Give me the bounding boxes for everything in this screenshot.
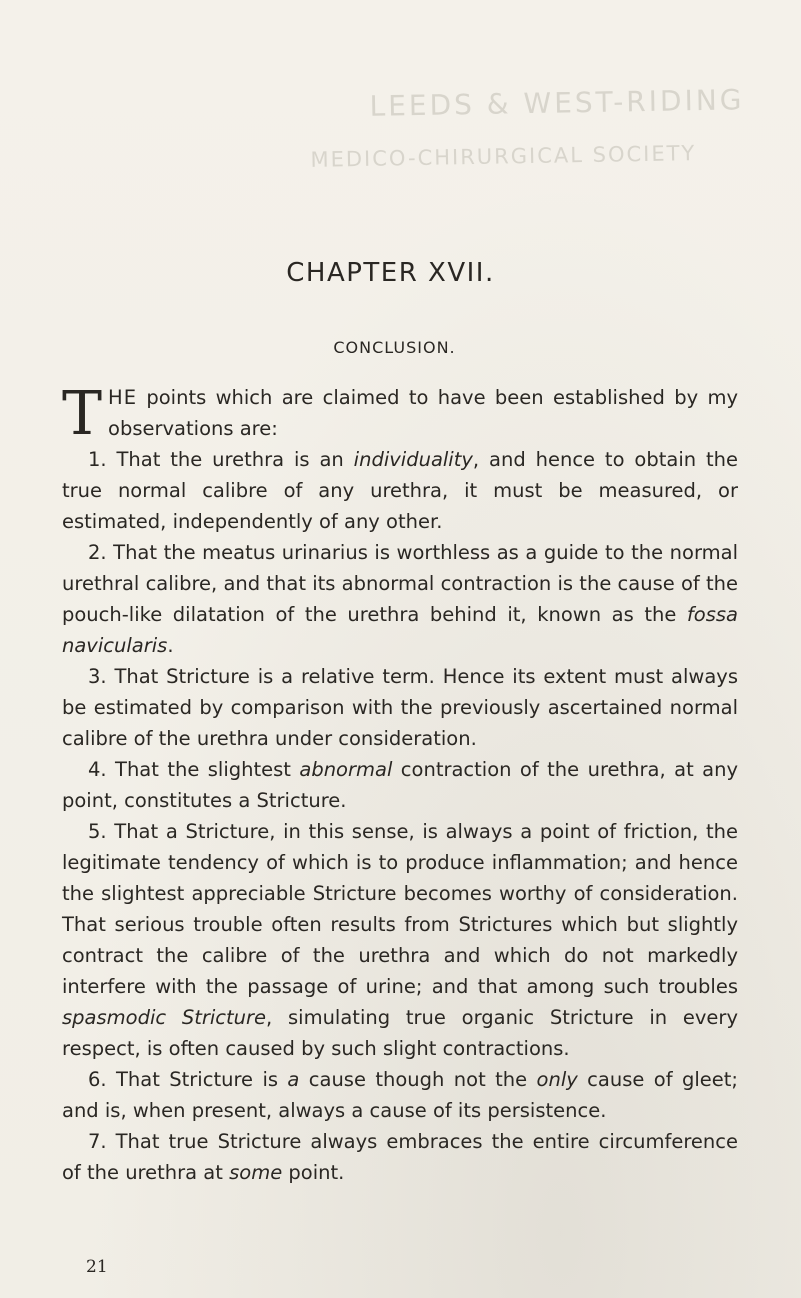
library-stamp	[310, 75, 745, 185]
point-4-italic: abnormal	[299, 758, 393, 781]
drop-cap: T	[62, 379, 103, 449]
point-1-italic: individuality	[353, 448, 473, 471]
point-6-italic-only: only	[536, 1068, 578, 1091]
section-heading: CONCLUSION.	[333, 338, 456, 357]
signature-mark: 21	[86, 1257, 108, 1277]
point-1	[62, 444, 738, 537]
point-1-text: 1. That the urethra is an	[88, 448, 354, 471]
intro-text: points which are claimed to have been established by my observations are:	[108, 386, 738, 440]
point-1-text-end: , and hence to obtain the true normal calibre of any urethra, it must be measured, or estimated, independently of any other.	[62, 448, 738, 533]
point-4-text: 4. That the slightest	[88, 758, 300, 781]
point-2	[62, 537, 738, 661]
point-7-italic: some	[229, 1161, 283, 1184]
point-4	[62, 754, 738, 816]
point-5-italic: spasmodic Stricture	[62, 1006, 267, 1029]
point-3-text: 3. That Stricture is a relative term. Hence its extent must always be estimated by comparison with the previously ascertained normal calibre of the urethra under consideration.	[62, 665, 738, 750]
stamp-line-2: MEDICO-CHIRURGICAL SOCIETY	[310, 141, 697, 172]
stamp-line-1: LEEDS & WEST-RIDING	[369, 83, 745, 123]
point-3	[62, 661, 738, 754]
point-6-text-middle: cause though not the	[299, 1068, 537, 1091]
intro-paragraph	[62, 379, 738, 449]
point-6-text: 6. That Stricture is	[88, 1068, 288, 1091]
point-7	[62, 1126, 738, 1188]
point-4-text-end: contraction of the urethra, at any point, constitutes a Stricture.	[62, 758, 738, 812]
point-5-text: 5. That a Stricture, in this sense, is always a point of friction, the legitimate tendency of which is to produce inflammation; and hence the slightest appreciable Stricture becomes worthy of consideration. That serious trouble often results from Strictures which but slightly contract the calibre of the urethra and which do not markedly interfere with the passage of urine; and that among such troubles	[62, 820, 738, 998]
point-2-text-end: .	[167, 634, 174, 657]
intro-smallcaps: HE	[108, 386, 138, 409]
chapter-title: CHAPTER XVII.	[286, 258, 495, 288]
point-7-text: 7. That true Stricture always embraces the entire circumference of the urethra at	[62, 1130, 738, 1184]
point-7-text-end: point.	[282, 1161, 345, 1184]
point-2-text: 2. That the meatus urinarius is worthless as a guide to the normal urethral calibre, and that its abnormal contraction is the cause of the pouch-like dilatation of the urethra behind it, known as the	[62, 541, 738, 626]
point-6-italic-a: a	[287, 1068, 300, 1091]
point-5	[62, 816, 738, 1064]
point-6	[62, 1064, 738, 1126]
point-5-text-end: , simulating true organic Stricture in every respect, is often caused by such slight contractions.	[62, 1006, 738, 1060]
point-6-text-end: cause of gleet; and is, when present, always a cause of its persistence.	[62, 1068, 738, 1122]
point-2-italic: fossa navicularis	[62, 603, 738, 657]
body-text	[62, 379, 738, 1188]
